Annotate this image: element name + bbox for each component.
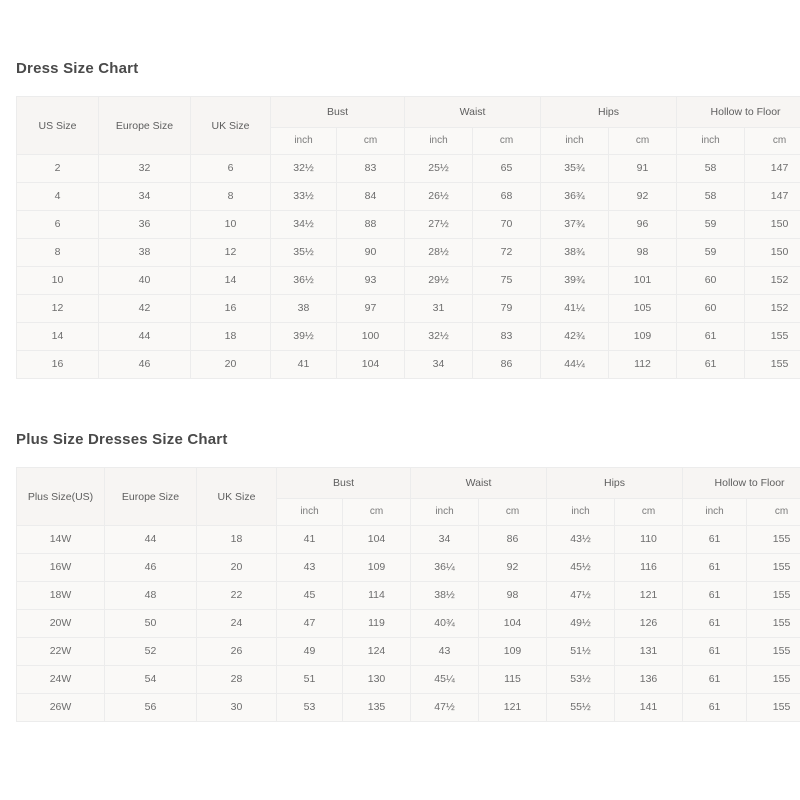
cell-bust-cm: 97	[337, 295, 405, 323]
cell-hollow-inch: 61	[683, 610, 747, 638]
cell-hips-cm: 126	[615, 610, 683, 638]
cell-waist-inch: 28½	[405, 239, 473, 267]
cell-europe-size: 44	[105, 526, 197, 554]
table-header-row	[17, 468, 800, 499]
cell-bust-cm: 109	[343, 554, 411, 582]
cell-bust-inch: 36½	[271, 267, 337, 295]
dress-size-chart-table	[16, 96, 800, 379]
col-header-europe-size: Europe Size	[99, 97, 191, 155]
cell-plus-size-us: 18W	[17, 582, 105, 610]
cell-hips-cm: 110	[615, 526, 683, 554]
cell-bust-inch: 43	[277, 554, 343, 582]
cell-bust-cm: 124	[343, 638, 411, 666]
unit-hips-cm: cm	[609, 128, 677, 155]
cell-hollow-inch: 61	[683, 526, 747, 554]
cell-hollow-cm: 155	[745, 351, 800, 379]
cell-us-size: 14	[17, 323, 99, 351]
table-row	[17, 526, 800, 554]
cell-uk-size: 6	[191, 155, 271, 183]
table-row	[17, 582, 800, 610]
cell-hips-inch: 44¼	[541, 351, 609, 379]
cell-europe-size: 50	[105, 610, 197, 638]
cell-waist-cm: 86	[473, 351, 541, 379]
cell-bust-cm: 83	[337, 155, 405, 183]
cell-uk-size: 20	[191, 351, 271, 379]
cell-us-size: 2	[17, 155, 99, 183]
cell-europe-size: 46	[99, 351, 191, 379]
cell-uk-size: 8	[191, 183, 271, 211]
cell-bust-cm: 130	[343, 666, 411, 694]
cell-hollow-inch: 60	[677, 267, 745, 295]
cell-waist-cm: 68	[473, 183, 541, 211]
cell-hollow-cm: 152	[745, 295, 800, 323]
cell-uk-size: 24	[197, 610, 277, 638]
cell-bust-cm: 93	[337, 267, 405, 295]
cell-hollow-inch: 58	[677, 155, 745, 183]
cell-us-size: 4	[17, 183, 99, 211]
cell-hollow-inch: 61	[683, 554, 747, 582]
cell-hips-cm: 112	[609, 351, 677, 379]
cell-hollow-inch: 61	[677, 323, 745, 351]
cell-europe-size: 56	[105, 694, 197, 722]
cell-waist-cm: 86	[479, 526, 547, 554]
cell-plus-size-us: 24W	[17, 666, 105, 694]
cell-europe-size: 32	[99, 155, 191, 183]
cell-hollow-cm: 155	[747, 694, 800, 722]
cell-bust-inch: 35½	[271, 239, 337, 267]
table-row	[17, 211, 800, 239]
cell-hips-inch: 35¾	[541, 155, 609, 183]
cell-hollow-cm: 152	[745, 267, 800, 295]
unit-hollow-inch: inch	[683, 499, 747, 526]
cell-waist-inch: 36¼	[411, 554, 479, 582]
cell-uk-size: 26	[197, 638, 277, 666]
cell-bust-inch: 45	[277, 582, 343, 610]
cell-hollow-inch: 61	[683, 694, 747, 722]
col-header-europe-size: Europe Size	[105, 468, 197, 526]
cell-plus-size-us: 16W	[17, 554, 105, 582]
cell-bust-cm: 114	[343, 582, 411, 610]
col-header-waist: Waist	[405, 97, 541, 128]
cell-hips-cm: 98	[609, 239, 677, 267]
cell-hollow-cm: 155	[747, 638, 800, 666]
cell-uk-size: 12	[191, 239, 271, 267]
col-header-us-size: US Size	[17, 97, 99, 155]
cell-europe-size: 42	[99, 295, 191, 323]
cell-waist-cm: 83	[473, 323, 541, 351]
plus-size-chart-table-wrapper	[16, 467, 800, 722]
cell-bust-inch: 49	[277, 638, 343, 666]
cell-bust-cm: 119	[343, 610, 411, 638]
table-row	[17, 183, 800, 211]
page-title-plus-size-chart: Plus Size Dresses Size Chart	[16, 431, 228, 448]
cell-europe-size: 52	[105, 638, 197, 666]
cell-hips-inch: 38¾	[541, 239, 609, 267]
cell-hollow-cm: 147	[745, 155, 800, 183]
cell-hollow-cm: 155	[747, 554, 800, 582]
cell-waist-inch: 31	[405, 295, 473, 323]
cell-hollow-cm: 155	[747, 526, 800, 554]
unit-bust-inch: inch	[271, 128, 337, 155]
cell-hips-cm: 109	[609, 323, 677, 351]
cell-waist-cm: 104	[479, 610, 547, 638]
cell-hollow-cm: 150	[745, 211, 800, 239]
cell-waist-inch: 32½	[405, 323, 473, 351]
cell-waist-cm: 92	[479, 554, 547, 582]
cell-hips-cm: 121	[615, 582, 683, 610]
unit-hips-inch: inch	[547, 499, 615, 526]
cell-hips-inch: 45½	[547, 554, 615, 582]
unit-bust-cm: cm	[337, 128, 405, 155]
table-row	[17, 638, 800, 666]
unit-waist-inch: inch	[411, 499, 479, 526]
cell-bust-cm: 135	[343, 694, 411, 722]
cell-hips-cm: 141	[615, 694, 683, 722]
cell-bust-cm: 88	[337, 211, 405, 239]
unit-waist-cm: cm	[479, 499, 547, 526]
cell-uk-size: 18	[197, 526, 277, 554]
col-header-hollow-to-floor: Hollow to Floor	[683, 468, 800, 499]
cell-hips-cm: 96	[609, 211, 677, 239]
unit-bust-inch: inch	[277, 499, 343, 526]
cell-waist-inch: 47½	[411, 694, 479, 722]
table-row	[17, 694, 800, 722]
unit-hollow-cm: cm	[745, 128, 800, 155]
cell-bust-cm: 100	[337, 323, 405, 351]
cell-uk-size: 14	[191, 267, 271, 295]
cell-hollow-cm: 155	[747, 666, 800, 694]
cell-hips-cm: 101	[609, 267, 677, 295]
table-row	[17, 554, 800, 582]
table-row	[17, 323, 800, 351]
cell-plus-size-us: 26W	[17, 694, 105, 722]
cell-hips-cm: 105	[609, 295, 677, 323]
cell-uk-size: 18	[191, 323, 271, 351]
cell-hollow-inch: 61	[677, 351, 745, 379]
table-row	[17, 295, 800, 323]
col-header-uk-size: UK Size	[197, 468, 277, 526]
unit-bust-cm: cm	[343, 499, 411, 526]
cell-hips-inch: 37¾	[541, 211, 609, 239]
cell-waist-inch: 38½	[411, 582, 479, 610]
col-header-bust: Bust	[277, 468, 411, 499]
cell-hips-inch: 53½	[547, 666, 615, 694]
cell-plus-size-us: 22W	[17, 638, 105, 666]
cell-waist-cm: 121	[479, 694, 547, 722]
cell-uk-size: 10	[191, 211, 271, 239]
cell-waist-inch: 45¼	[411, 666, 479, 694]
table-header-row	[17, 97, 800, 128]
plus-size-chart-table	[16, 467, 800, 722]
cell-bust-cm: 90	[337, 239, 405, 267]
unit-hollow-inch: inch	[677, 128, 745, 155]
cell-hollow-cm: 155	[745, 323, 800, 351]
cell-waist-cm: 65	[473, 155, 541, 183]
cell-hips-inch: 43½	[547, 526, 615, 554]
cell-hollow-inch: 59	[677, 239, 745, 267]
cell-bust-inch: 38	[271, 295, 337, 323]
cell-europe-size: 34	[99, 183, 191, 211]
table-row	[17, 610, 800, 638]
cell-waist-cm: 75	[473, 267, 541, 295]
cell-hips-inch: 41¼	[541, 295, 609, 323]
cell-bust-inch: 33½	[271, 183, 337, 211]
cell-waist-inch: 34	[405, 351, 473, 379]
cell-hollow-inch: 61	[683, 582, 747, 610]
unit-waist-cm: cm	[473, 128, 541, 155]
cell-bust-inch: 47	[277, 610, 343, 638]
cell-bust-cm: 104	[343, 526, 411, 554]
cell-hips-cm: 131	[615, 638, 683, 666]
cell-waist-cm: 98	[479, 582, 547, 610]
cell-hollow-inch: 59	[677, 211, 745, 239]
cell-hollow-inch: 60	[677, 295, 745, 323]
cell-waist-cm: 70	[473, 211, 541, 239]
cell-waist-inch: 34	[411, 526, 479, 554]
cell-us-size: 8	[17, 239, 99, 267]
cell-hollow-inch: 61	[683, 638, 747, 666]
cell-hips-inch: 42¾	[541, 323, 609, 351]
cell-bust-inch: 41	[277, 526, 343, 554]
cell-hollow-cm: 155	[747, 582, 800, 610]
cell-waist-cm: 109	[479, 638, 547, 666]
cell-hips-cm: 92	[609, 183, 677, 211]
cell-europe-size: 36	[99, 211, 191, 239]
table-row	[17, 239, 800, 267]
unit-hips-inch: inch	[541, 128, 609, 155]
col-header-hips: Hips	[541, 97, 677, 128]
cell-waist-inch: 27½	[405, 211, 473, 239]
cell-us-size: 6	[17, 211, 99, 239]
cell-waist-cm: 79	[473, 295, 541, 323]
col-header-waist: Waist	[411, 468, 547, 499]
cell-uk-size: 28	[197, 666, 277, 694]
cell-europe-size: 40	[99, 267, 191, 295]
table-row	[17, 155, 800, 183]
cell-us-size: 10	[17, 267, 99, 295]
cell-bust-inch: 51	[277, 666, 343, 694]
cell-waist-cm: 72	[473, 239, 541, 267]
cell-hips-inch: 51½	[547, 638, 615, 666]
cell-bust-inch: 39½	[271, 323, 337, 351]
dress-size-chart-table-wrapper	[16, 96, 800, 379]
cell-waist-inch: 29½	[405, 267, 473, 295]
cell-bust-cm: 104	[337, 351, 405, 379]
cell-europe-size: 38	[99, 239, 191, 267]
cell-hips-cm: 116	[615, 554, 683, 582]
cell-bust-inch: 34½	[271, 211, 337, 239]
cell-hips-inch: 47½	[547, 582, 615, 610]
cell-uk-size: 16	[191, 295, 271, 323]
cell-bust-inch: 32½	[271, 155, 337, 183]
unit-hollow-cm: cm	[747, 499, 800, 526]
col-header-plus-size-us: Plus Size(US)	[17, 468, 105, 526]
table-row	[17, 267, 800, 295]
cell-bust-inch: 53	[277, 694, 343, 722]
unit-waist-inch: inch	[405, 128, 473, 155]
col-header-hips: Hips	[547, 468, 683, 499]
cell-hollow-inch: 58	[677, 183, 745, 211]
cell-waist-inch: 25½	[405, 155, 473, 183]
cell-hips-inch: 49½	[547, 610, 615, 638]
unit-hips-cm: cm	[615, 499, 683, 526]
cell-europe-size: 46	[105, 554, 197, 582]
cell-bust-cm: 84	[337, 183, 405, 211]
col-header-bust: Bust	[271, 97, 405, 128]
cell-uk-size: 30	[197, 694, 277, 722]
col-header-hollow-to-floor: Hollow to Floor	[677, 97, 800, 128]
cell-us-size: 12	[17, 295, 99, 323]
cell-waist-cm: 115	[479, 666, 547, 694]
cell-bust-inch: 41	[271, 351, 337, 379]
cell-waist-inch: 43	[411, 638, 479, 666]
col-header-uk-size: UK Size	[191, 97, 271, 155]
page-title-dress-size-chart: Dress Size Chart	[16, 60, 139, 77]
table-row	[17, 666, 800, 694]
cell-hips-cm: 91	[609, 155, 677, 183]
cell-hollow-cm: 150	[745, 239, 800, 267]
table-row	[17, 351, 800, 379]
cell-hollow-cm: 155	[747, 610, 800, 638]
cell-hips-inch: 36¾	[541, 183, 609, 211]
cell-hollow-cm: 147	[745, 183, 800, 211]
cell-uk-size: 20	[197, 554, 277, 582]
cell-hollow-inch: 61	[683, 666, 747, 694]
cell-europe-size: 54	[105, 666, 197, 694]
cell-europe-size: 44	[99, 323, 191, 351]
cell-us-size: 16	[17, 351, 99, 379]
cell-hips-inch: 55½	[547, 694, 615, 722]
cell-uk-size: 22	[197, 582, 277, 610]
cell-waist-inch: 26½	[405, 183, 473, 211]
cell-plus-size-us: 14W	[17, 526, 105, 554]
cell-europe-size: 48	[105, 582, 197, 610]
cell-hips-inch: 39¾	[541, 267, 609, 295]
cell-waist-inch: 40¾	[411, 610, 479, 638]
cell-hips-cm: 136	[615, 666, 683, 694]
cell-plus-size-us: 20W	[17, 610, 105, 638]
